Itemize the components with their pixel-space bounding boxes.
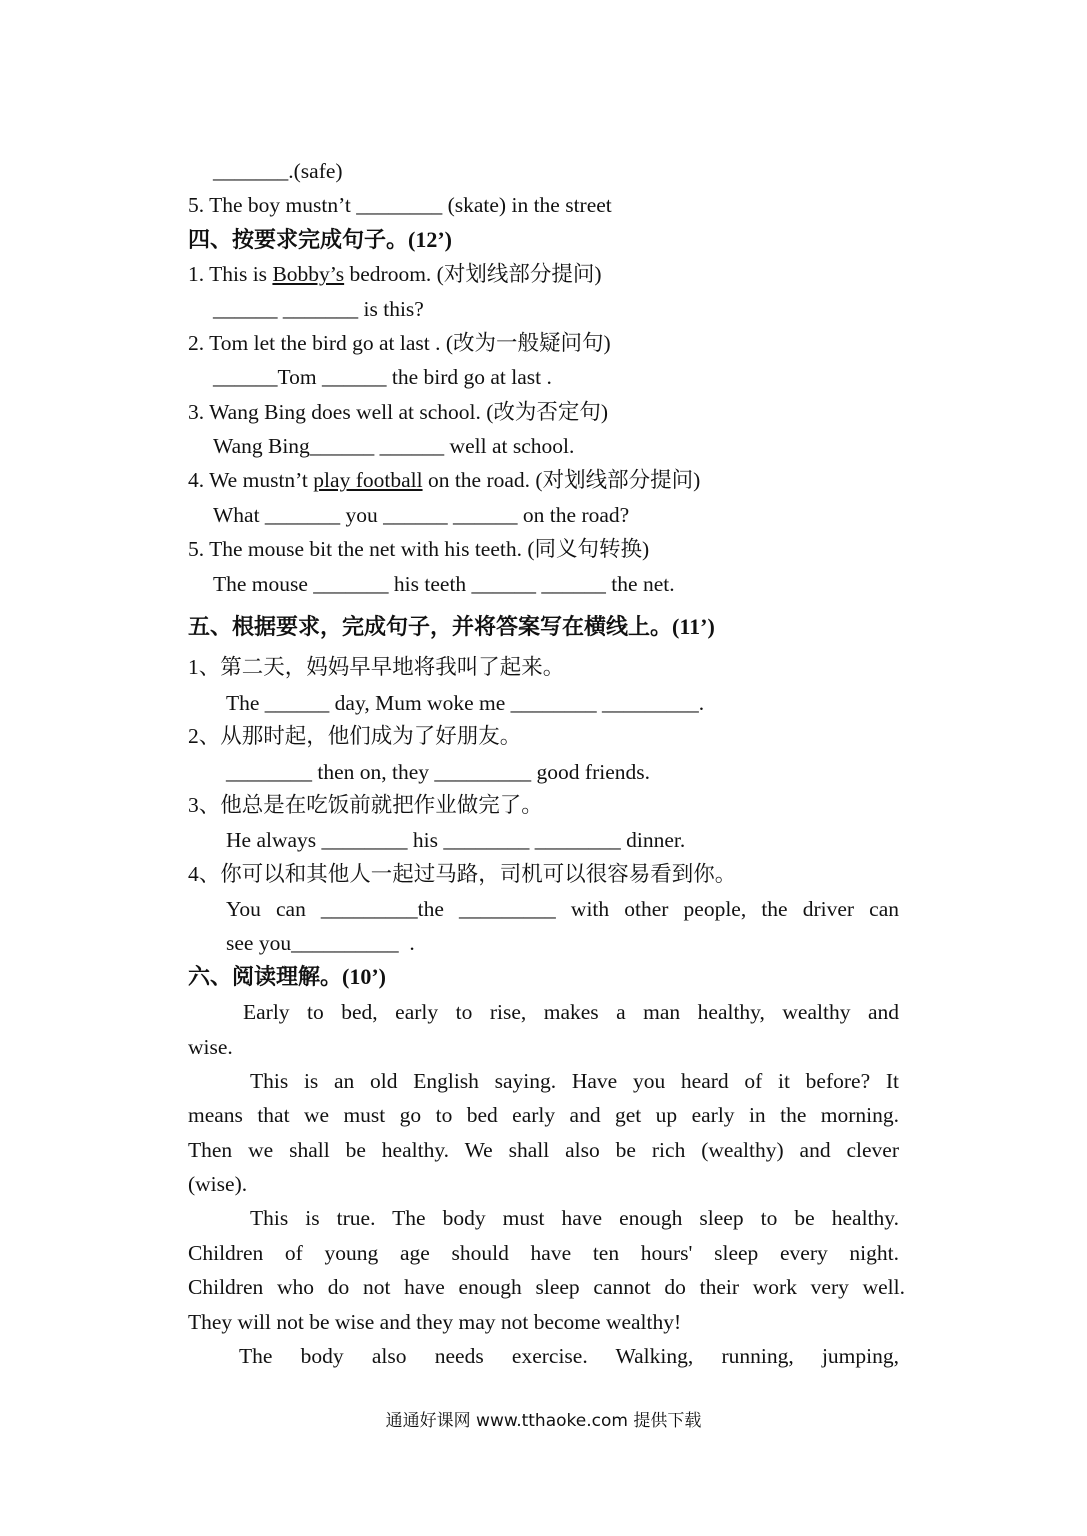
q1-underlined: Bobby’s [272, 262, 345, 286]
section-five-heading: 五、根据要求，完成句子，并将答案写在横线上。(11’) [188, 614, 715, 639]
section-four-q4 [188, 465, 700, 495]
section-five-q4: 4、你可以和其他人一起过马路，司机可以很容易看到你。 [188, 862, 737, 886]
section-four-q5-answer: The mouse _______ his teeth ______ ______ the net. [213, 572, 675, 596]
line-q5-skate: 5. The boy mustn’t ________ (skate) in the street [188, 193, 612, 217]
section-six-heading: 六、阅读理解。(10’) [188, 964, 386, 989]
page-footer: 通通好课网 www.tthaoke.com 提供下载 [385, 1411, 702, 1431]
reading-p1-line2: wise. [188, 1035, 233, 1059]
section-five-q4-answer-cont: see you__________ . [226, 931, 415, 955]
q4-prefix: 4. We mustn’t [188, 468, 314, 492]
reading-p4-line1: The body also needs exercise. Walking, running, jumping, [239, 1344, 899, 1368]
reading-p3-line1: This is true. The body must have enough sleep to be healthy. [250, 1206, 899, 1230]
section-four-q4-answer: What _______ you ______ ______ on the road? [213, 503, 630, 527]
section-five-q1: 1、第二天，妈妈早早地将我叫了起来。 [188, 655, 565, 679]
q4-underlined: play football [313, 468, 423, 492]
section-five-q2: 2、从那时起，他们成为了好朋友。 [188, 724, 522, 748]
section-four-heading: 四、按要求完成句子。(12’) [188, 227, 452, 252]
reading-p1-line1: Early to bed, early to rise, makes a man healthy, wealthy and [243, 1000, 899, 1024]
reading-p2-line3: Then we shall be healthy. We shall also be rich (wealthy) and clever [188, 1138, 899, 1162]
reading-p2-line2: means that we must go to bed early and get up early in the morning. [188, 1103, 899, 1127]
q4-suffix: on the road. (对划线部分提问) [422, 468, 701, 492]
section-four-q1 [188, 259, 602, 289]
section-five-q2-answer: ________ then on, they _________ good friends. [226, 760, 650, 784]
section-four-q2: 2. Tom let the bird go at last . (改为一般疑问句) [188, 331, 611, 355]
section-five-q3: 3、他总是在吃饭前就把作业做完了。 [188, 793, 543, 817]
line-safe: _______.(safe) [213, 159, 343, 183]
reading-p3-line2: Children of young age should have ten hours' sleep every night. [188, 1241, 899, 1265]
section-four-q2-answer: ______Tom ______ the bird go at last . [213, 365, 552, 389]
section-five-q1-answer: The ______ day, Mum woke me ________ _________. [226, 691, 705, 715]
reading-p2-line4: (wise). [188, 1172, 248, 1196]
section-four-q1-answer: ______ _______ is this? [213, 297, 424, 321]
section-four-q3: 3. Wang Bing does well at school. (改为否定句) [188, 400, 609, 424]
section-five-q3-answer: He always ________ his ________ ________ dinner. [226, 828, 686, 852]
section-four-q3-answer: Wang Bing______ ______ well at school. [213, 434, 575, 458]
section-four-q5: 5. The mouse bit the net with his teeth. (同义句转换) [188, 537, 650, 561]
q1-suffix: bedroom. (对划线部分提问) [344, 262, 602, 286]
reading-p2-line1: This is an old English saying. Have you heard of it before? It [250, 1069, 899, 1093]
reading-p3-line3: Children who do not have enough sleep cannot do their work very well. [188, 1275, 905, 1299]
reading-p3-line4: They will not be wise and they may not become wealthy! [188, 1310, 682, 1334]
q1-prefix: 1. This is [188, 262, 273, 286]
section-five-q4-answer: You can _________the _________ with other people, the driver can [226, 897, 899, 921]
